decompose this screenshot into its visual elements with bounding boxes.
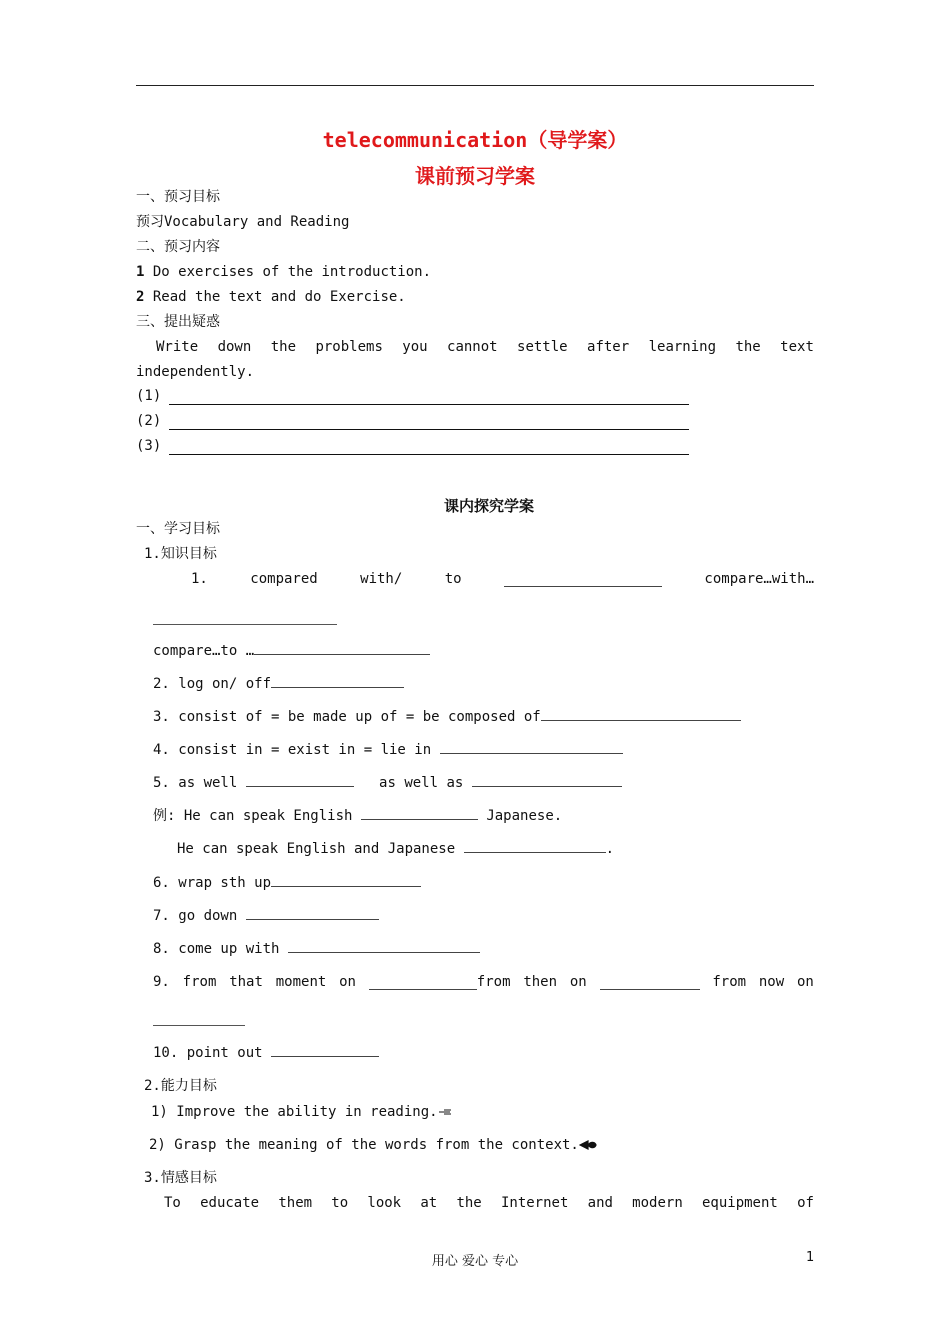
vocab-5b-text: as well as xyxy=(379,775,464,791)
example-1 xyxy=(153,807,562,825)
vocab-9-word: moment xyxy=(275,974,327,990)
vocab-1-num: 1. xyxy=(191,571,208,587)
word: after xyxy=(587,339,630,355)
vocab-5b-blank[interactable] xyxy=(472,774,622,787)
questions-heading: 三、提出疑惑 xyxy=(136,314,220,330)
vocab-9-word: on xyxy=(796,974,814,990)
vocab-9-word: from xyxy=(182,974,217,990)
example-2 xyxy=(177,840,614,858)
ability-goal-2 xyxy=(149,1136,597,1154)
page-number: 1 xyxy=(806,1250,815,1265)
learning-goals-heading: 一、学习目标 xyxy=(136,521,220,537)
word: down xyxy=(217,339,252,355)
vocab-8 xyxy=(153,940,480,958)
vocab-row-9 xyxy=(153,974,814,990)
preview-item-1-number: 1 xyxy=(136,264,145,280)
word: To xyxy=(164,1195,181,1211)
ability-goals-heading: 2.能力目标 xyxy=(144,1078,217,1094)
vocab-3-text: 3. consist of = be made up of = be composed of xyxy=(153,709,541,725)
example-2-blank[interactable] xyxy=(464,840,606,853)
vocab-1-word: compare…with… xyxy=(704,571,814,587)
vocab-9-word: that xyxy=(229,974,263,990)
question-3-label: (3) xyxy=(136,438,162,454)
vocab-1-blank[interactable] xyxy=(504,574,662,587)
vocab-2 xyxy=(153,675,404,693)
example-1-blank[interactable] xyxy=(361,807,478,820)
preview-item-2-text: Read the text and do Exercise. xyxy=(152,289,406,305)
doc-title: telecommunication（导学案） xyxy=(322,128,628,152)
vocab-1-word: to xyxy=(444,571,462,587)
doc-subtitle: 课前预习学案 xyxy=(415,164,535,188)
vocab-9-blank-1[interactable] xyxy=(369,977,477,990)
vocab-1b-text: compare…to … xyxy=(153,643,255,659)
example-1-text: 例: He can speak English xyxy=(153,808,353,824)
vocab-7-text: 7. go down xyxy=(153,908,238,924)
questions-instruction-cont: independently. xyxy=(136,364,255,380)
vocab-2-text: 2. log on/ off xyxy=(153,676,272,692)
footer-motto: 用心 爱心 专心 xyxy=(431,1254,519,1269)
vocab-5a-text: 5. as well xyxy=(153,775,238,791)
preview-goal-text: 预习Vocabulary and Reading xyxy=(136,214,350,230)
vocab-10-blank[interactable] xyxy=(271,1044,379,1057)
vocab-9-blank-3[interactable] xyxy=(153,1025,245,1026)
example-1-end: Japanese. xyxy=(486,808,563,824)
word: learning xyxy=(648,339,717,355)
word: the xyxy=(735,339,761,355)
ability-goal-2-text: 2) Grasp the meaning of the words from the context. xyxy=(149,1137,579,1153)
vocab-9-group xyxy=(369,974,511,990)
smudge-mark-icon xyxy=(579,1139,597,1151)
vocab-2-blank[interactable] xyxy=(271,675,404,688)
word: Write xyxy=(156,339,199,355)
vocab-7-blank[interactable] xyxy=(246,907,379,920)
word: educate xyxy=(200,1195,260,1211)
question-1-line[interactable] xyxy=(169,404,689,405)
vocab-1-blank-2[interactable] xyxy=(153,624,337,625)
vocab-1-word: compared xyxy=(250,571,318,587)
word: equipment xyxy=(701,1195,778,1211)
word: Internet xyxy=(500,1195,569,1211)
ability-goal-1-text: 1) Improve the ability in reading. xyxy=(151,1104,438,1120)
vocab-6-text: 6. wrap sth up xyxy=(153,875,272,891)
ability-goal-1 xyxy=(151,1103,452,1121)
vocab-4 xyxy=(153,741,623,759)
word: you xyxy=(402,339,428,355)
question-3-line[interactable] xyxy=(169,454,689,455)
vocab-9-word: on xyxy=(339,974,356,990)
vocab-9-word: on xyxy=(569,974,587,990)
vocab-9-blank-2[interactable] xyxy=(600,977,700,990)
vocab-5 xyxy=(153,774,622,792)
vocab-9-word: now xyxy=(758,974,785,990)
questions-instruction xyxy=(156,339,814,355)
word: them xyxy=(278,1195,313,1211)
vocab-9-word: then xyxy=(523,974,558,990)
word: problems xyxy=(315,339,383,355)
vocab-6 xyxy=(153,874,421,892)
example-2-end: . xyxy=(605,841,615,857)
question-1-label: (1) xyxy=(136,388,162,404)
vocab-6-blank[interactable] xyxy=(271,874,421,887)
preview-item-2-number: 2 xyxy=(136,289,145,305)
example-2-text: He can speak English and Japanese xyxy=(177,841,456,857)
emotion-goals-heading: 3.情感目标 xyxy=(144,1170,217,1186)
vocab-4-blank[interactable] xyxy=(440,741,623,754)
preview-content-heading: 二、预习内容 xyxy=(136,239,220,255)
header-rule xyxy=(136,85,814,86)
word: the xyxy=(456,1195,482,1211)
vocab-10-text: 10. point out xyxy=(153,1045,263,1061)
preview-item-1 xyxy=(136,263,431,281)
vocab-5a-blank[interactable] xyxy=(246,774,354,787)
vocab-7 xyxy=(153,907,379,925)
vocab-8-text: 8. come up with xyxy=(153,941,280,957)
word: at xyxy=(420,1195,438,1211)
word: settle xyxy=(517,339,568,355)
word: the xyxy=(270,339,297,355)
word: to xyxy=(331,1195,349,1211)
word: look xyxy=(367,1195,402,1211)
inclass-title: 课内探究学案 xyxy=(443,497,534,515)
vocab-9-word: from xyxy=(712,974,747,990)
question-2-line[interactable] xyxy=(169,429,689,430)
word: of xyxy=(797,1195,814,1211)
preview-item-1-text: Do exercises of the introduction. xyxy=(152,264,432,280)
word: and xyxy=(587,1195,613,1211)
vocab-1b xyxy=(153,642,430,660)
vocab-9-num: 9. xyxy=(153,974,170,990)
vocab-3 xyxy=(153,708,741,726)
emotion-goal-text xyxy=(164,1195,814,1211)
question-2-label: (2) xyxy=(136,413,162,429)
preview-item-2 xyxy=(136,288,406,306)
preview-goal-heading: 一、预习目标 xyxy=(136,189,220,205)
return-mark-icon xyxy=(438,1107,452,1117)
word: text xyxy=(780,339,814,355)
vocab-row-1 xyxy=(191,571,814,587)
word: cannot xyxy=(447,339,498,355)
vocab-9-word: from xyxy=(476,974,511,990)
vocab-4-text: 4. consist in = exist in = lie in xyxy=(153,742,432,758)
vocab-1b-blank[interactable] xyxy=(254,642,430,655)
vocab-1-word: with/ xyxy=(360,571,403,587)
vocab-3-blank[interactable] xyxy=(541,708,741,721)
knowledge-goals-heading: 1.知识目标 xyxy=(144,546,217,562)
vocab-8-blank[interactable] xyxy=(288,940,480,953)
vocab-10 xyxy=(153,1044,379,1062)
word: modern xyxy=(632,1195,683,1211)
